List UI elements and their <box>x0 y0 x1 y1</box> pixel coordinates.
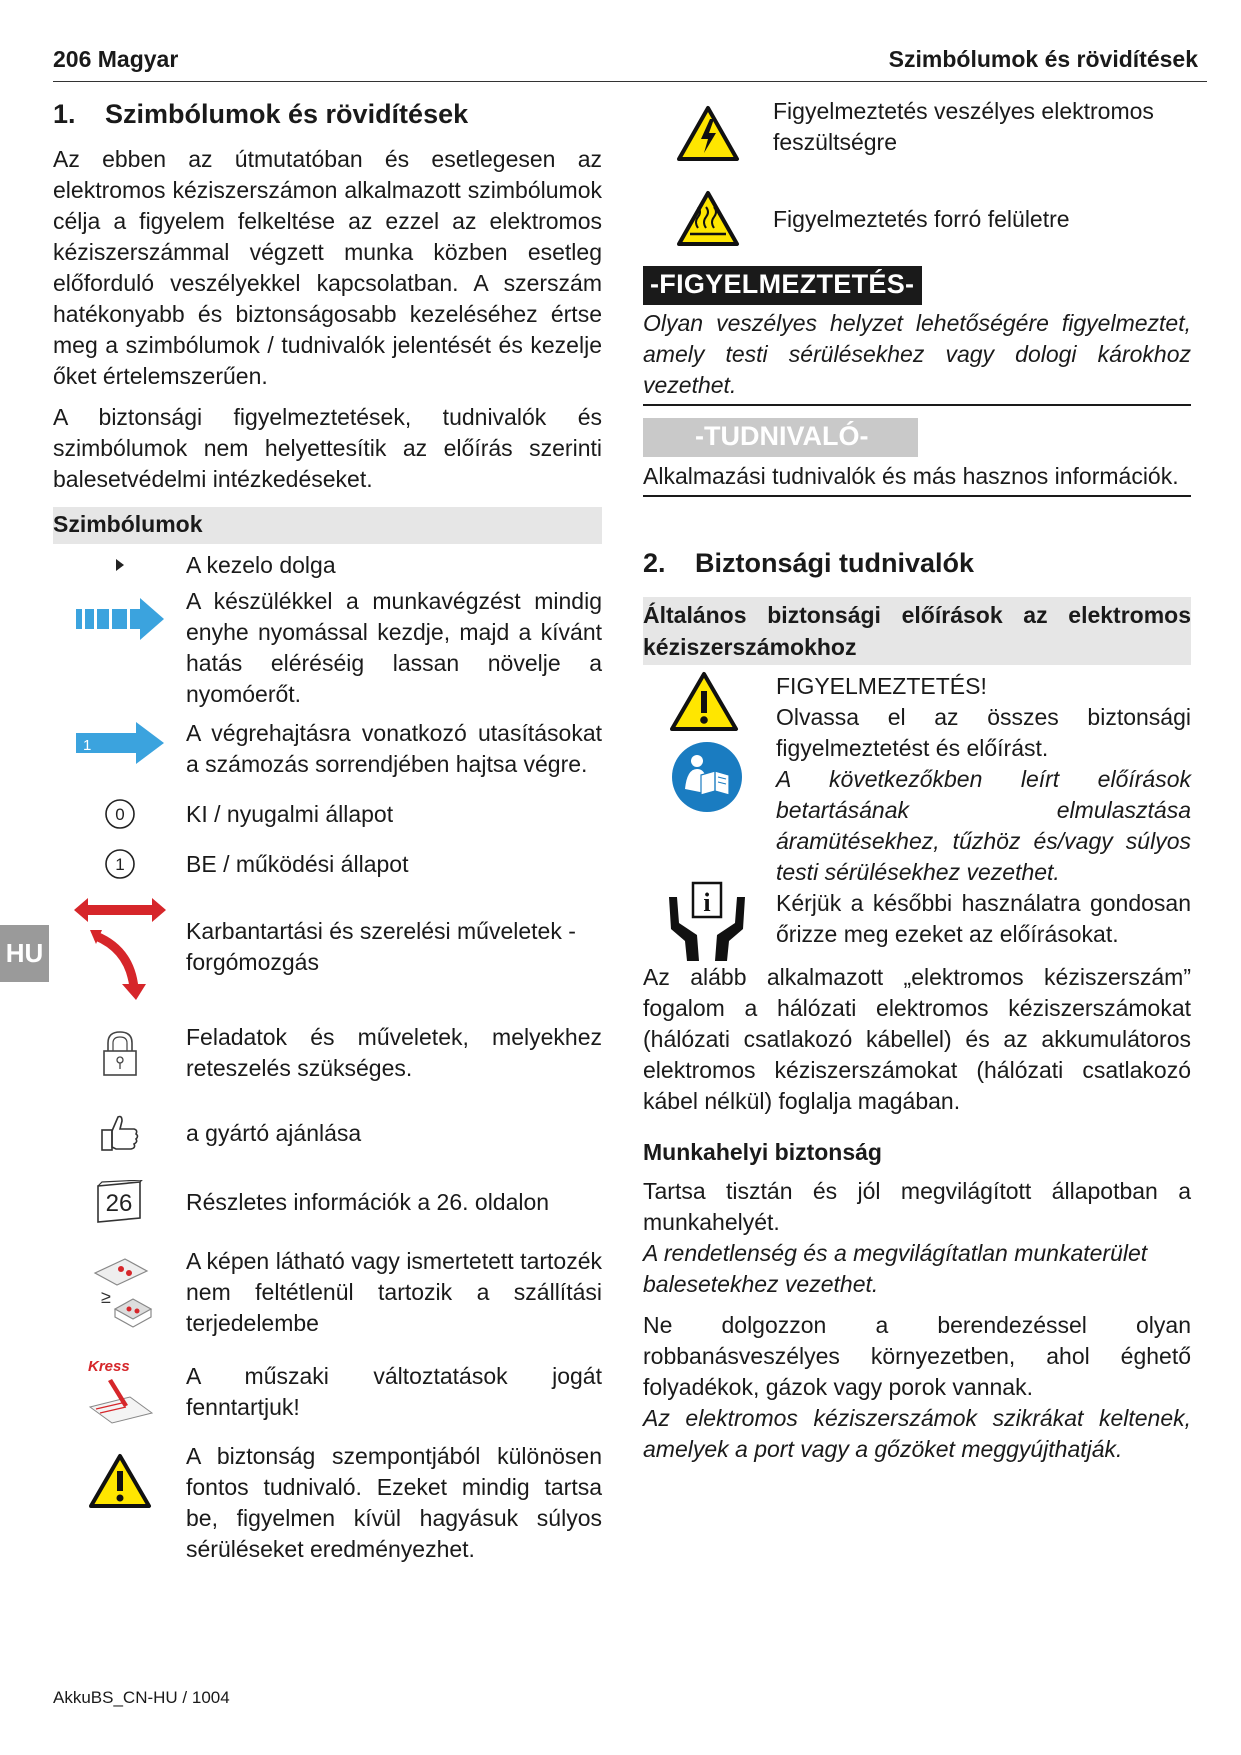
symbol-row <box>53 892 602 1002</box>
right-column <box>643 96 1191 1465</box>
accessory-case-icon <box>53 1253 186 1333</box>
left-column <box>53 96 602 1565</box>
read-manual-icon <box>671 741 743 821</box>
book-page-label: 26 <box>105 1190 132 1217</box>
symbol-text: Figyelmeztetés veszélyes elektromos feszültségre <box>773 98 1154 155</box>
section1-intro: Az ebben az útmutatóban és esetlegesen az elektromos kéziszerszámon alkalmazott szimbólumok célja a figyelem felkeltése az ezzel az elektromos kéziszerszámmal végzett munka közben esetleg előforduló veszélyekkel kapcsolatban. A szerszám hatékonyabb és biztonságosabb kezeléséhez értse meg a szimbólumok / tudnivalók jelentését és kezelje őket értelemszerűen. <box>53 146 602 389</box>
symbol-row <box>53 790 602 838</box>
symbol-text: Karbantartási és szerelési műveletek - forgómozgás <box>186 918 576 975</box>
symbol-text: A végrehajtásra vonatkozó utasításokat a számozás sorrendjében hajtsa végre. <box>186 720 602 777</box>
symbol-row <box>53 840 602 888</box>
warning-triangle-icon <box>53 1441 186 1509</box>
symbol-text: BE / működési állapot <box>186 850 409 877</box>
kress-logo-text: Kress <box>87 1358 130 1375</box>
warning-texts <box>776 671 1191 950</box>
warning-title: FIGYELMEZTETÉS! <box>776 673 987 699</box>
symbol-text: a gyártó ajánlása <box>186 1119 362 1146</box>
symbol-row <box>53 1246 602 1339</box>
info-book-label: i <box>703 888 711 917</box>
padlock-icon <box>53 1029 186 1077</box>
rotation-arrows-icon <box>53 892 186 1002</box>
symbol-row <box>53 1012 602 1094</box>
symbol-text: Részletes információk a 26. oldalon <box>186 1188 550 1215</box>
section1-note: A biztonsági figyelmeztetések, tudnivalók és szimbólumok nem helyettesítik az előírás szerinti balesetvédelmi intézkedéseket. <box>53 404 602 492</box>
page-header-right: Szimbólumok és rövidítések <box>888 46 1198 72</box>
workplace-italic-1: A rendetlenség és a megvilágítatlan munkaterület balesetekhez vezethet. <box>643 1240 1148 1297</box>
kress-logo-icon <box>53 1357 186 1427</box>
header-divider <box>53 81 1207 82</box>
note-label: -TUDNIVALÓ- <box>643 418 918 457</box>
hot-surface-icon <box>643 190 773 248</box>
symbol-row <box>53 1170 602 1234</box>
warning-triangle-icon <box>669 671 739 741</box>
language-tab: HU <box>0 925 49 982</box>
symbol-text: A biztonság szempontjából különösen fontos tudnivaló. Ezeket mindig tartsa be, figyelmen kívül hagyásuk súlyos sérüléseket eredményezhet. <box>186 1443 602 1562</box>
section1-heading <box>53 96 602 132</box>
blue-arrow-number-icon <box>53 718 186 766</box>
symbol-text: A kezelo dolga <box>186 551 336 578</box>
symbol-row <box>643 96 1191 172</box>
symbol-row <box>643 182 1191 256</box>
off-symbol-label: 0 <box>114 805 125 824</box>
warning-label: -FIGYELMEZTETÉS- <box>643 266 922 305</box>
on-symbol-icon <box>53 848 186 880</box>
note-text: Alkalmazási tudnivalók és más hasznos információk. <box>643 463 1179 489</box>
page-header-left: 206 Magyar <box>53 46 179 72</box>
symbol-row <box>53 1441 602 1565</box>
symbol-row <box>53 548 602 582</box>
warning-text: Olyan veszélyes helyzet lehetőségére figyelmeztet, amely testi sérülésekhez vagy dologi károkhoz vezethet. <box>643 310 1191 398</box>
definition-text: Az alább alkalmazott „elektromos kéziszerszám” fogalom a hálózati elektromos kéziszerszámokat (hálózati csatlakozó kábellel) és az akkumulátoros elektromos kéziszerszámokat (hálózati csatlakozó kábel nélkül) foglalja magában. <box>643 964 1191 1114</box>
warning-read-text: Olvassa el az összes biztonsági figyelmeztetést és előírást. <box>776 704 1191 761</box>
on-symbol-label: 1 <box>114 855 125 874</box>
section2-heading <box>643 545 1191 581</box>
blue-arrow-pressure-icon <box>53 586 186 642</box>
keep-instructions-icon <box>665 879 749 971</box>
symbol-row <box>53 718 602 780</box>
section2-number: 2. <box>643 548 666 578</box>
section1-number: 1. <box>53 99 76 129</box>
symbol-row <box>53 1357 602 1427</box>
symbol-text: Figyelmeztetés forró felületre <box>773 205 1070 232</box>
svg-text:≥: ≥ <box>100 1286 111 1307</box>
workplace-italic-2: Az elektromos kéziszerszámok szikrákat keltenek, amelyek a port vagy a gőzöket meggyújthatják. <box>643 1405 1191 1462</box>
thumbs-up-icon <box>53 1111 186 1155</box>
symbol-text: A műszaki változtatások jogát fenntartjuk! <box>186 1363 602 1420</box>
keep-instructions-text: Kérjük a későbbi használatra gondosan őrizze meg ezeket az előírásokat. <box>776 890 1191 947</box>
symbol-row <box>53 1102 602 1164</box>
symbol-text: A készülékkel a munkavégzést mindig enyhe nyomással kezdje, majd a kívánt hatás eléréséig lassan növelje a nyomóerőt. <box>186 588 602 707</box>
symbol-text: Feladatok és műveletek, melyekhez reteszelés szükséges. <box>186 1024 602 1081</box>
off-symbol-icon <box>53 798 186 830</box>
workplace-text-1: Tartsa tisztán és jól megvilágított állapotban a munkahelyét. <box>643 1178 1191 1235</box>
warning-consequence-text: A következőkben leírt előírások betartásának elmulasztása áramütésekhez, tűzhöz és/vagy súlyos testi sérülésekhez vezethet. <box>776 766 1191 885</box>
document-footer: AkkuBS_CN-HU / 1004 <box>53 1688 230 1707</box>
symbols-heading: Szimbólumok <box>53 507 602 544</box>
warning-icons <box>643 671 776 950</box>
warning-block <box>643 671 1191 950</box>
electric-hazard-icon <box>643 105 773 163</box>
section1-title: Szimbólumok és rövidítések <box>105 99 469 129</box>
play-arrow-icon <box>53 557 186 573</box>
symbol-text: A képen látható vagy ismertetett tartozék nem feltétlenül tartozik a szállítási terjedelembe <box>186 1248 602 1336</box>
section2-band: Általános biztonsági előírások az elektromos kéziszerszámokhoz <box>643 597 1191 665</box>
book-page-icon <box>53 1180 186 1224</box>
symbol-row <box>53 586 602 710</box>
symbol-text: KI / nyugalmi állapot <box>186 800 394 827</box>
section2-title: Biztonsági tudnivalók <box>695 548 975 578</box>
workplace-text-2: Ne dolgozzon a berendezéssel olyan robbanásveszélyes környezetben, ahol éghető folyadékok, gázok vagy porok vannak. <box>643 1312 1191 1400</box>
workplace-heading: Munkahelyi biztonság <box>643 1139 882 1165</box>
arrow-number-label: 1 <box>82 737 91 754</box>
